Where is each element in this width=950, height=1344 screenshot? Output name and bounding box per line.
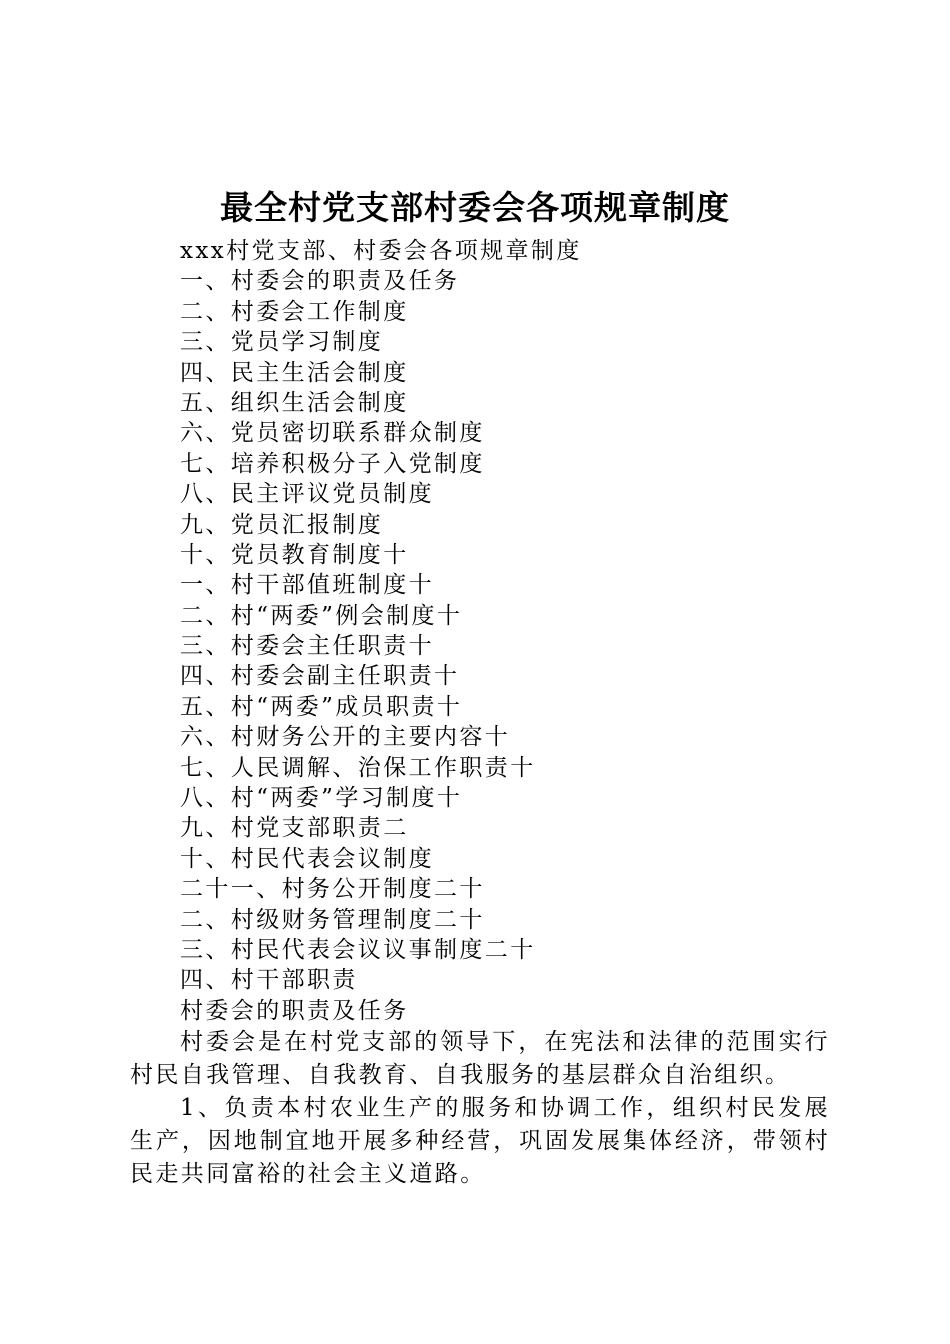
toc-item: 九、党员汇报制度 <box>180 511 384 538</box>
section-heading: 村委会的职责及任务 <box>180 997 409 1024</box>
toc-item: 二十一、村务公开制度二十 <box>180 876 485 903</box>
table-of-contents <box>180 236 582 1026</box>
toc-item: 一、村委会的职责及任务 <box>180 268 460 295</box>
toc-item: 八、村“两委”学习制度十 <box>180 785 463 812</box>
toc-item: 五、组织生活会制度 <box>180 389 409 416</box>
paragraph: 1、负责本村农业生产的服务和协调工作，组织村民发展生产，因地制宜地开展多种经营，巩固发展集体经济，带领村民走共同富裕的社会主义道路。 <box>130 1095 830 1187</box>
toc-item: 三、村民代表会议议事制度二十 <box>180 936 536 963</box>
toc-item: 四、村干部职责 <box>180 967 358 994</box>
toc-item: 四、村委会副主任职责十 <box>180 663 460 690</box>
toc-item: xxx村党支部、村委会各项规章制度 <box>180 238 582 264</box>
toc-item: 三、村委会主任职责十 <box>180 633 434 660</box>
toc-item: 十、村民代表会议制度 <box>180 845 434 872</box>
toc-item: 六、村财务公开的主要内容十 <box>180 724 511 751</box>
toc-item: 一、村干部值班制度十 <box>180 572 434 599</box>
toc-item: 二、村委会工作制度 <box>180 298 409 325</box>
toc-item: 三、党员学习制度 <box>180 329 384 356</box>
toc-item: 五、村“两委”成员职责十 <box>180 693 463 720</box>
toc-item: 九、村党支部职责二 <box>180 815 409 842</box>
toc-item: 十、党员教育制度十 <box>180 541 409 568</box>
toc-item: 二、村“两委”例会制度十 <box>180 602 463 629</box>
document-title: 最全村党支部村委会各项规章制度 <box>220 188 730 227</box>
toc-item: 七、培养积极分子入党制度 <box>180 450 485 477</box>
toc-item: 四、民主生活会制度 <box>180 359 409 386</box>
toc-item: 八、民主评议党员制度 <box>180 481 434 508</box>
body-text <box>130 1026 830 1191</box>
paragraph: 村委会是在村党支部的领导下，在宪法和法律的范围实行村民自我管理、自我教育、自我服务的基层群众自治组织。 <box>130 1029 830 1088</box>
toc-item: 二、村级财务管理制度二十 <box>180 906 485 933</box>
toc-item: 六、党员密切联系群众制度 <box>180 420 485 447</box>
toc-item: 七、人民调解、治保工作职责十 <box>180 754 536 781</box>
